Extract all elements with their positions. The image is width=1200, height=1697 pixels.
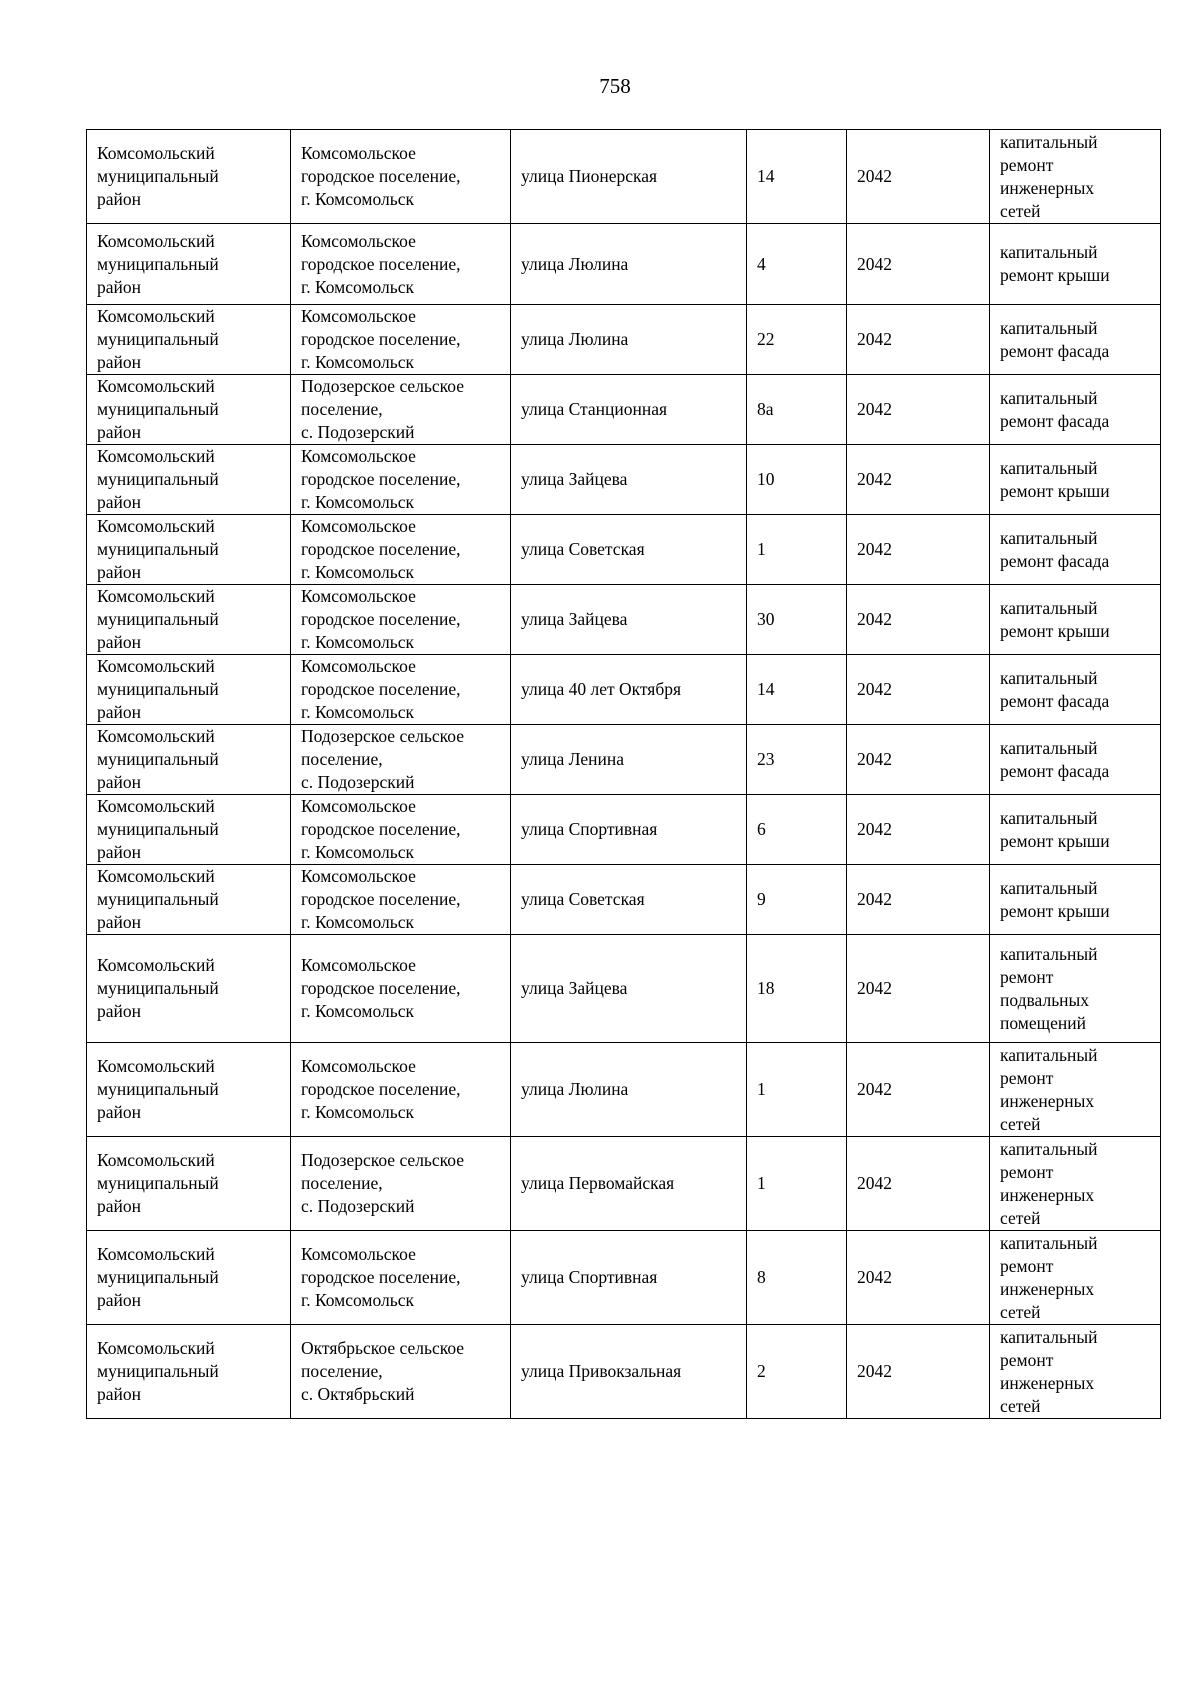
street-cell: улица Спортивная: [511, 1231, 747, 1325]
year-cell: 2042: [847, 1137, 990, 1231]
work-type-cell: капитальный ремонт подвальных помещений: [990, 935, 1161, 1043]
work-type-cell: капитальный ремонт фасада: [990, 515, 1161, 585]
work-type-cell: капитальный ремонт фасада: [990, 375, 1161, 445]
year-cell: 2042: [847, 1043, 990, 1137]
district-cell: Комсомольский муниципальный район: [87, 1043, 291, 1137]
district-cell: Комсомольский муниципальный район: [87, 725, 291, 795]
year-cell: 2042: [847, 795, 990, 865]
district-cell: Комсомольский муниципальный район: [87, 655, 291, 725]
house-number-cell: 8: [747, 1231, 847, 1325]
street-cell: улица Люлина: [511, 1043, 747, 1137]
house-number-cell: 14: [747, 655, 847, 725]
street-cell: улица Зайцева: [511, 585, 747, 655]
settlement-cell: Подозерское сельское поселение, с. Подозерский: [291, 375, 511, 445]
district-cell: Комсомольский муниципальный район: [87, 305, 291, 375]
house-number-cell: 22: [747, 305, 847, 375]
table-row: [87, 375, 1161, 445]
table-row: [87, 795, 1161, 865]
street-cell: улица Советская: [511, 515, 747, 585]
work-type-cell: капитальный ремонт фасада: [990, 725, 1161, 795]
street-cell: улица Люлина: [511, 305, 747, 375]
work-type-cell: капитальный ремонт инженерных сетей: [990, 1231, 1161, 1325]
year-cell: 2042: [847, 935, 990, 1043]
repair-schedule-table: [86, 129, 1161, 1419]
street-cell: улица Советская: [511, 865, 747, 935]
house-number-cell: 30: [747, 585, 847, 655]
settlement-cell: Подозерское сельское поселение, с. Подозерский: [291, 725, 511, 795]
district-cell: Комсомольский муниципальный район: [87, 1325, 291, 1419]
work-type-cell: капитальный ремонт крыши: [990, 445, 1161, 515]
work-type-cell: капитальный ремонт инженерных сетей: [990, 1043, 1161, 1137]
settlement-cell: Комсомольское городское поселение, г. Комсомольск: [291, 655, 511, 725]
table-row: [87, 445, 1161, 515]
district-cell: Комсомольский муниципальный район: [87, 1137, 291, 1231]
house-number-cell: 4: [747, 224, 847, 305]
district-cell: Комсомольский муниципальный район: [87, 585, 291, 655]
year-cell: 2042: [847, 445, 990, 515]
year-cell: 2042: [847, 655, 990, 725]
settlement-cell: Комсомольское городское поселение, г. Комсомольск: [291, 305, 511, 375]
street-cell: улица Станционная: [511, 375, 747, 445]
table-row: [87, 1325, 1161, 1419]
table-row: [87, 865, 1161, 935]
district-cell: Комсомольский муниципальный район: [87, 935, 291, 1043]
table-row: [87, 1137, 1161, 1231]
street-cell: улица Люлина: [511, 224, 747, 305]
settlement-cell: Комсомольское городское поселение, г. Комсомольск: [291, 1231, 511, 1325]
table-row: [87, 224, 1161, 305]
table-row: [87, 130, 1161, 224]
table-row: [87, 935, 1161, 1043]
work-type-cell: капитальный ремонт инженерных сетей: [990, 1137, 1161, 1231]
settlement-cell: Октябрьское сельское поселение, с. Октябрьский: [291, 1325, 511, 1419]
street-cell: улица Зайцева: [511, 445, 747, 515]
street-cell: улица Пионерская: [511, 130, 747, 224]
house-number-cell: 1: [747, 515, 847, 585]
table-row: [87, 725, 1161, 795]
table-row: [87, 305, 1161, 375]
house-number-cell: 18: [747, 935, 847, 1043]
work-type-cell: капитальный ремонт крыши: [990, 224, 1161, 305]
table-row: [87, 515, 1161, 585]
settlement-cell: Комсомольское городское поселение, г. Комсомольск: [291, 585, 511, 655]
year-cell: 2042: [847, 585, 990, 655]
work-type-cell: капитальный ремонт инженерных сетей: [990, 130, 1161, 224]
district-cell: Комсомольский муниципальный район: [87, 130, 291, 224]
work-type-cell: капитальный ремонт крыши: [990, 795, 1161, 865]
year-cell: 2042: [847, 224, 990, 305]
settlement-cell: Комсомольское городское поселение, г. Комсомольск: [291, 445, 511, 515]
street-cell: улица Первомайская: [511, 1137, 747, 1231]
year-cell: 2042: [847, 130, 990, 224]
district-cell: Комсомольский муниципальный район: [87, 224, 291, 305]
work-type-cell: капитальный ремонт крыши: [990, 865, 1161, 935]
house-number-cell: 1: [747, 1043, 847, 1137]
house-number-cell: 8а: [747, 375, 847, 445]
table-row: [87, 585, 1161, 655]
settlement-cell: Комсомольское городское поселение, г. Комсомольск: [291, 130, 511, 224]
house-number-cell: 1: [747, 1137, 847, 1231]
year-cell: 2042: [847, 1325, 990, 1419]
year-cell: 2042: [847, 515, 990, 585]
house-number-cell: 23: [747, 725, 847, 795]
year-cell: 2042: [847, 305, 990, 375]
table-row: [87, 1231, 1161, 1325]
settlement-cell: Комсомольское городское поселение, г. Комсомольск: [291, 935, 511, 1043]
district-cell: Комсомольский муниципальный район: [87, 515, 291, 585]
district-cell: Комсомольский муниципальный район: [87, 865, 291, 935]
settlement-cell: Комсомольское городское поселение, г. Комсомольск: [291, 865, 511, 935]
settlement-cell: Подозерское сельское поселение, с. Подозерский: [291, 1137, 511, 1231]
settlement-cell: Комсомольское городское поселение, г. Комсомольск: [291, 515, 511, 585]
street-cell: улица Спортивная: [511, 795, 747, 865]
district-cell: Комсомольский муниципальный район: [87, 795, 291, 865]
year-cell: 2042: [847, 375, 990, 445]
table-row: [87, 655, 1161, 725]
street-cell: улица Зайцева: [511, 935, 747, 1043]
district-cell: Комсомольский муниципальный район: [87, 375, 291, 445]
house-number-cell: 10: [747, 445, 847, 515]
year-cell: 2042: [847, 725, 990, 795]
house-number-cell: 2: [747, 1325, 847, 1419]
page-number: 758: [599, 74, 631, 98]
house-number-cell: 14: [747, 130, 847, 224]
work-type-cell: капитальный ремонт фасада: [990, 655, 1161, 725]
settlement-cell: Комсомольское городское поселение, г. Комсомольск: [291, 795, 511, 865]
year-cell: 2042: [847, 865, 990, 935]
district-cell: Комсомольский муниципальный район: [87, 445, 291, 515]
house-number-cell: 6: [747, 795, 847, 865]
work-type-cell: капитальный ремонт инженерных сетей: [990, 1325, 1161, 1419]
street-cell: улица Привокзальная: [511, 1325, 747, 1419]
district-cell: Комсомольский муниципальный район: [87, 1231, 291, 1325]
work-type-cell: капитальный ремонт фасада: [990, 305, 1161, 375]
house-number-cell: 9: [747, 865, 847, 935]
year-cell: 2042: [847, 1231, 990, 1325]
settlement-cell: Комсомольское городское поселение, г. Комсомольск: [291, 224, 511, 305]
street-cell: улица Ленина: [511, 725, 747, 795]
street-cell: улица 40 лет Октября: [511, 655, 747, 725]
work-type-cell: капитальный ремонт крыши: [990, 585, 1161, 655]
table-row: [87, 1043, 1161, 1137]
settlement-cell: Комсомольское городское поселение, г. Комсомольск: [291, 1043, 511, 1137]
